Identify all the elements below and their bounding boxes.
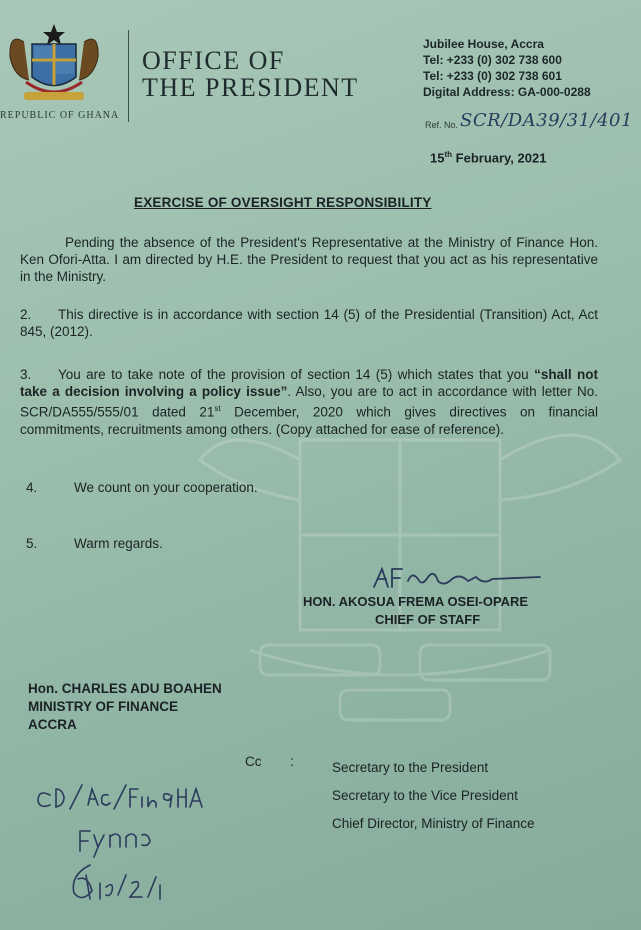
signer-title: CHIEF OF STAFF: [375, 612, 481, 627]
digital-address: Digital Address: GA-000-0288: [423, 85, 591, 99]
date-day: 15: [430, 150, 445, 166]
cc-colon: :: [290, 754, 294, 769]
paragraph-number: 2.: [20, 307, 32, 322]
office-title-line1: OFFICE OF: [142, 46, 285, 75]
addressee-ministry: MINISTRY OF FINANCE: [28, 699, 179, 714]
paragraph-4: [20, 479, 598, 496]
telephone-1: Tel: +233 (0) 302 738 600: [423, 53, 562, 67]
reference-label: Ref. No.: [425, 120, 459, 130]
signature-image: [372, 565, 542, 595]
paragraph-5: [20, 535, 598, 552]
address-block: [423, 36, 591, 100]
reference-number: SCR/DA39/31/401: [460, 110, 633, 131]
address-line: Jubilee House, Accra: [423, 37, 544, 51]
paragraph-3: [20, 366, 598, 438]
cc-recipient: Secretary to the President: [332, 760, 489, 775]
addressee-name: Hon. CHARLES ADU BOAHEN: [28, 681, 222, 696]
office-title: [142, 47, 359, 101]
addressee-block: [28, 680, 222, 734]
ghana-coat-of-arms-icon: [4, 22, 104, 110]
paragraph-text: December, 2020 which gives directives on financial commitments, recruitments among others. (Copy attached for ease of reference).: [20, 404, 598, 437]
letter-heading: EXERCISE OF OVERSIGHT RESPONSIBILITY: [134, 195, 432, 210]
signer-block: [303, 593, 528, 629]
paragraph-number: 4.: [26, 480, 38, 495]
cc-recipient: Secretary to the Vice President: [332, 788, 518, 803]
paragraph-number: 3.: [20, 367, 32, 382]
paragraph-superscript: st: [214, 404, 221, 413]
republic-label: REPUBLIC OF GHANA: [0, 110, 120, 121]
cc-label: Cc: [245, 754, 262, 769]
telephone-2: Tel: +233 (0) 302 738 601: [423, 69, 562, 83]
cc-list: [332, 754, 535, 838]
signer-name: HON. AKOSUA FREMA OSEI-OPARE: [303, 594, 529, 609]
paragraph-text: We count on your cooperation.: [74, 480, 258, 495]
paragraph-2: [20, 306, 598, 340]
paragraph-number: 5.: [26, 536, 38, 551]
paragraph-text: . Also, you are to act in accordance with letter No. SCR/DA555/555/01 dated 21: [20, 384, 598, 420]
date-rest: February, 2021: [452, 150, 547, 166]
letterhead-divider: [128, 30, 129, 122]
paragraph-text: Warm regards.: [74, 536, 163, 551]
paragraph-text: This directive is in accordance with section 14 (5) of the Presidential (Transition) Act, Act 845, (2012).: [20, 307, 598, 339]
paragraph-emphasis: “shall not take a decision involving a policy issue”: [20, 367, 598, 399]
handwritten-minute: [30, 775, 230, 915]
paragraph-1: Pending the absence of the President's Representative at the Ministry of Finance Hon. Ken Ofori-Atta. I am directed by H.E. the President to request that you act as his representative in the Ministry.: [20, 235, 598, 284]
addressee-city: ACCRA: [28, 717, 77, 732]
date-suffix: th: [444, 150, 453, 159]
cc-recipient: Chief Director, Ministry of Finance: [332, 816, 535, 831]
paragraph-text: You are to take note of the provision of section 14 (5) which states that you: [58, 367, 535, 382]
letter-date: [430, 150, 546, 165]
office-title-line2: THE PRESIDENT: [142, 73, 359, 102]
